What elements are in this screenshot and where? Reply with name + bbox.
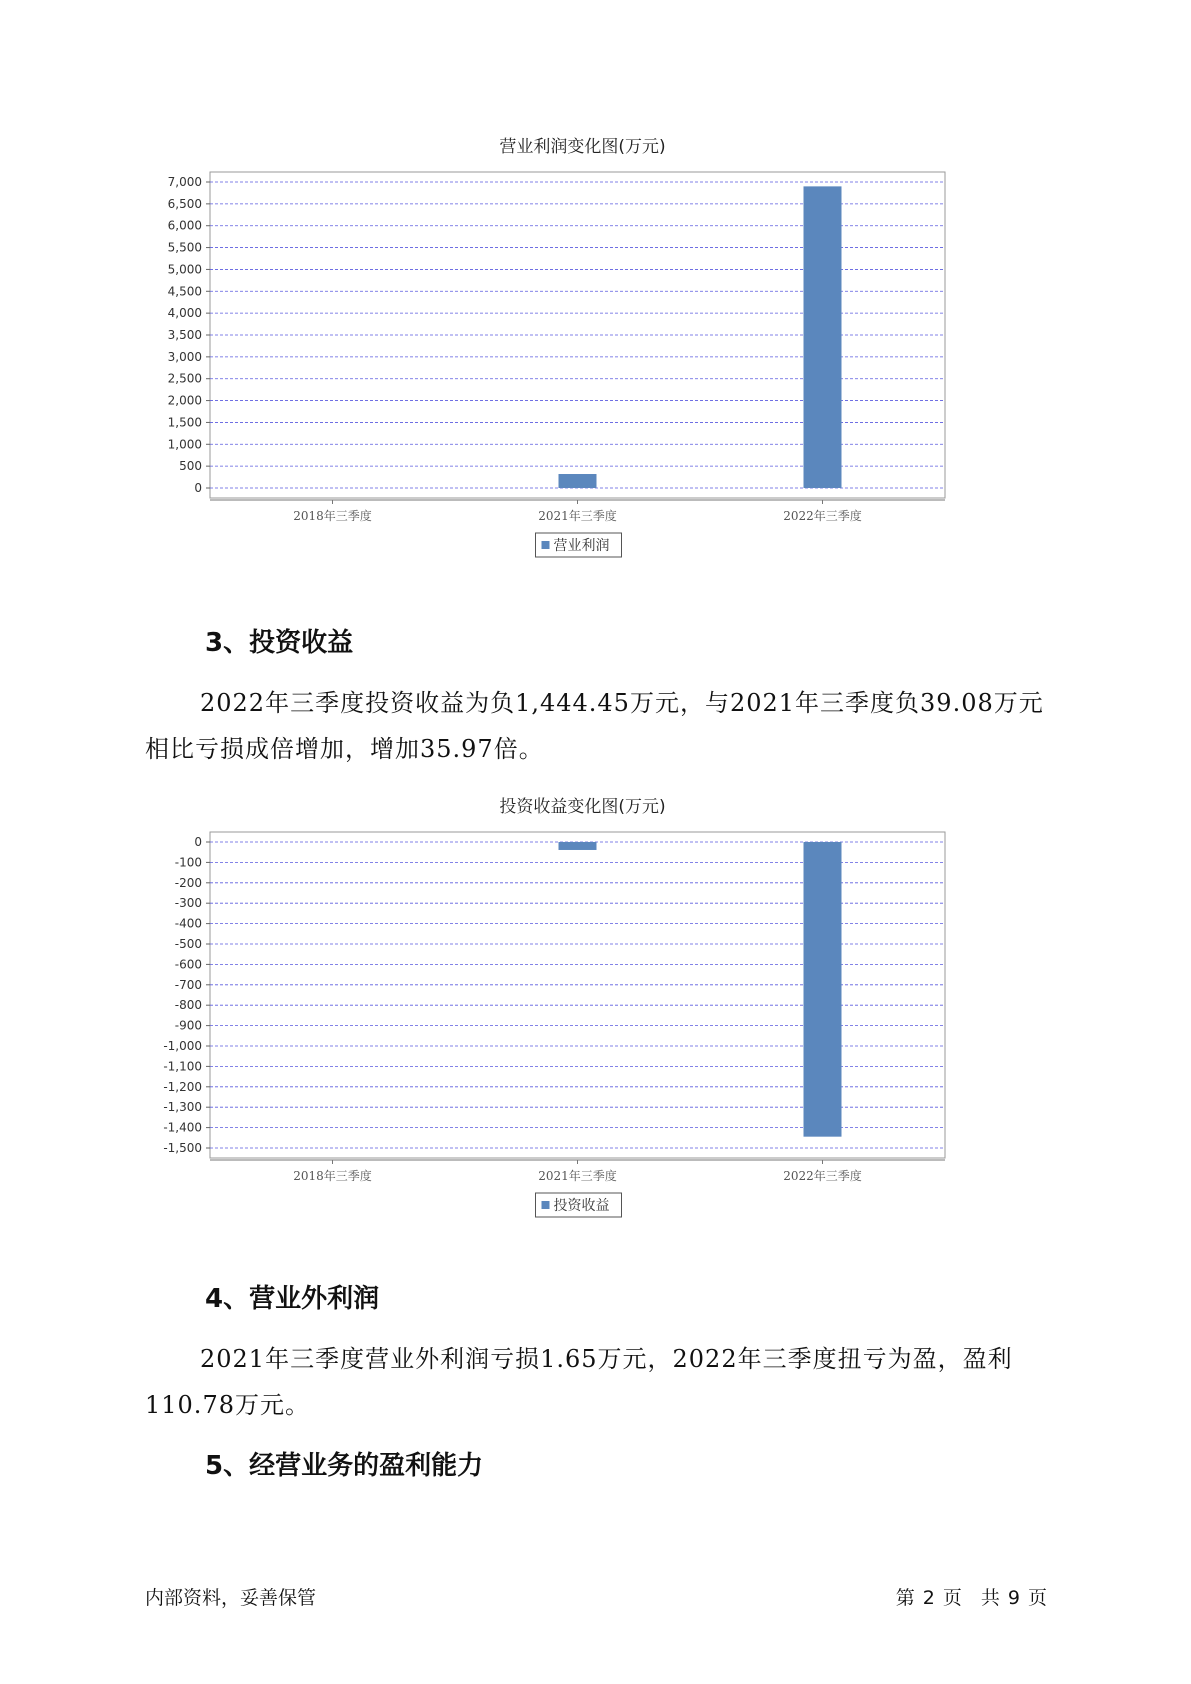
footer-confidential-note: 内部资料，妥善保管	[145, 1587, 317, 1609]
y-tick-label: 5,000	[167, 262, 202, 277]
y-tick-label: -300	[174, 896, 202, 911]
bar-3	[804, 842, 842, 1137]
y-tick-label: 6,500	[167, 196, 202, 211]
x-tick-label: 2022年三季度	[783, 1169, 862, 1183]
y-tick-label: 4,500	[167, 284, 202, 299]
y-tick-label: -700	[174, 977, 202, 992]
footer-page-total: 9	[1007, 1587, 1020, 1609]
y-tick-label: 0	[194, 835, 202, 849]
y-tick-label: 3,000	[167, 349, 202, 364]
legend-label: 投资收益	[553, 1198, 610, 1214]
y-tick-label: 3,500	[167, 328, 202, 342]
y-tick-label: 500	[179, 459, 202, 474]
y-tick-label: -1,200	[163, 1079, 202, 1094]
y-tick-label: 6,000	[167, 218, 202, 233]
y-tick-label: -200	[174, 875, 202, 890]
y-tick-label: 2,000	[167, 393, 202, 408]
bar-3	[804, 186, 842, 488]
x-tick-label: 2022年三季度	[783, 509, 862, 523]
operating-profit-chart-svg	[150, 130, 1050, 590]
x-tick-label: 2018年三季度	[293, 509, 372, 523]
legend-swatch	[542, 541, 550, 549]
operating-profit-chart	[150, 130, 1050, 590]
x-tick-label: 2018年三季度	[293, 1169, 372, 1183]
footer-page-prefix: 第	[895, 1587, 915, 1609]
section-3-text: 2022年三季度投资收益为负1,444.45万元，与2021年三季度负39.08万元相比亏损成倍增加，增加35.97倍。	[145, 689, 1044, 763]
bar-2	[559, 474, 597, 488]
bar-2	[559, 842, 597, 850]
x-tick-label: 2021年三季度	[538, 509, 617, 523]
y-tick-label: 2,500	[167, 371, 202, 386]
y-tick-label: 5,500	[167, 240, 202, 255]
footer-page-number	[892, 1583, 1051, 1610]
footer-page-current: 2	[922, 1587, 935, 1609]
chart-title: 投资收益变化图(万元)	[499, 797, 666, 817]
y-tick-label: -1,000	[163, 1039, 202, 1053]
x-tick-label: 2021年三季度	[538, 1169, 617, 1183]
y-tick-label: 7,000	[167, 175, 202, 189]
y-tick-label: -1,300	[163, 1100, 202, 1115]
section-3-heading: 3、投资收益	[205, 628, 354, 658]
y-tick-label: -600	[174, 957, 202, 972]
y-tick-label: -900	[174, 1018, 202, 1033]
y-tick-label: -100	[174, 855, 202, 870]
y-tick-label: -400	[174, 916, 202, 931]
chart-title: 营业利润变化图(万元)	[499, 137, 666, 157]
y-tick-label: -1,500	[163, 1141, 202, 1155]
footer-page-mid: 页 共	[942, 1587, 1000, 1609]
section-4-heading: 4、营业外利润	[205, 1284, 380, 1314]
investment-income-chart	[150, 790, 1050, 1250]
y-tick-label: -800	[174, 998, 202, 1013]
y-tick-label: -1,400	[163, 1120, 202, 1135]
legend-swatch	[542, 1201, 550, 1209]
y-tick-label: 1,500	[167, 415, 202, 430]
legend-label: 营业利润	[553, 538, 610, 554]
y-tick-label: -1,100	[163, 1059, 202, 1074]
y-tick-label: 4,000	[167, 306, 202, 321]
section-4-text: 2021年三季度营业外利润亏损1.65万元，2022年三季度扭亏为盈，盈利110.78万元。	[145, 1345, 1013, 1419]
section-5-heading: 5、经营业务的盈利能力	[205, 1451, 484, 1481]
y-tick-label: 0	[194, 481, 202, 495]
footer-page-suffix: 页	[1027, 1587, 1047, 1609]
y-tick-label: 1,000	[167, 437, 202, 452]
investment-income-chart-svg	[150, 790, 1050, 1250]
y-tick-label: -500	[174, 937, 202, 951]
